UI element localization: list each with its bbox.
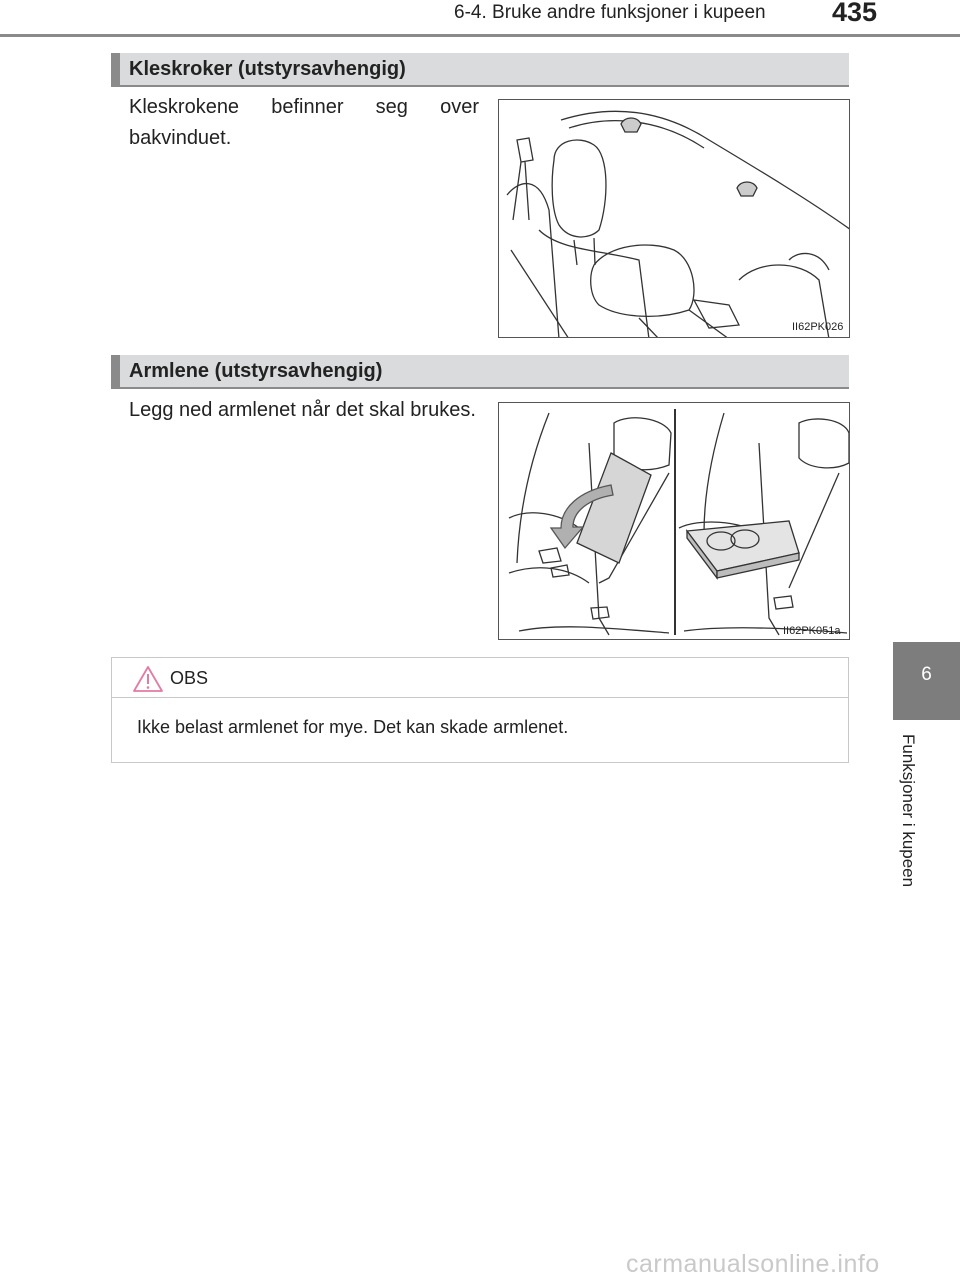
header-divider bbox=[0, 34, 960, 37]
figure-code: II62PK051a bbox=[783, 625, 841, 637]
section-heading-clothes-hooks: Kleskroker (utstyrsavhengig) bbox=[129, 58, 406, 80]
figure-code: II62PK026 bbox=[792, 321, 844, 333]
armrest-illustration bbox=[498, 402, 850, 640]
warning-triangle-icon bbox=[132, 665, 164, 693]
chapter-side-label: Funksjoner i kupeen bbox=[899, 734, 918, 888]
watermark: carmanualsonline.info bbox=[626, 1250, 880, 1278]
notice-text: Ikke belast armlenet for mye. Det kan skade armlenet. bbox=[137, 717, 569, 737]
chapter-header-title: 6-4. Bruke andre funksjoner i kupeen bbox=[454, 2, 766, 23]
armrest-fold-drawing bbox=[499, 403, 850, 640]
page-number: 435 bbox=[832, 0, 878, 27]
section-heading-bar bbox=[111, 53, 849, 87]
clothes-hook-illustration bbox=[498, 99, 850, 338]
section-heading-bar bbox=[111, 355, 849, 389]
section-text-clothes-hooks: Kleskrokene befinner seg over bakvinduet. bbox=[129, 96, 479, 149]
notice-title: OBS bbox=[170, 668, 209, 688]
section-text-armrest: Legg ned armlenet når det skal brukes. bbox=[129, 399, 476, 421]
notice-header bbox=[112, 658, 848, 698]
chapter-number: 6 bbox=[921, 664, 932, 685]
chapter-side-label-wrap bbox=[898, 734, 928, 934]
section-heading-armrest: Armlene (utstyrsavhengig) bbox=[129, 360, 383, 382]
notice-box bbox=[111, 657, 849, 763]
rear-seat-hooks-drawing bbox=[499, 100, 850, 338]
chapter-tab bbox=[893, 642, 960, 720]
